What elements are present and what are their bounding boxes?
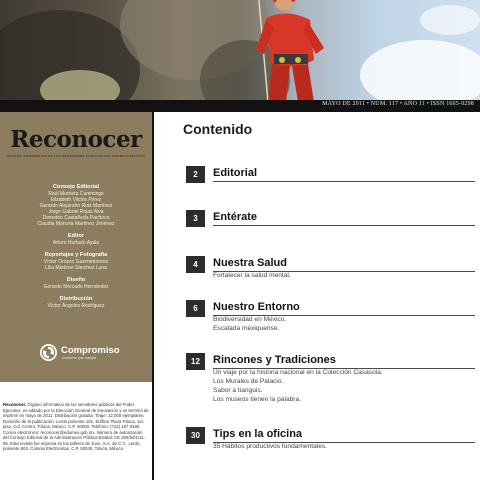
sidebar <box>0 112 152 382</box>
credit-name: Raúl Murrieta Cummings <box>48 191 104 197</box>
publication-text: Órgano informativo de los servidores públicos del Poder Ejecutivo, es editado por la Dirección General de Innovación y se terminó de imprimir en mayo de 2011. Distribución gratuita. Tiraje: 12,000 ejemplares. Domicilio de la publicación: Lerdo poniente 101, Edificio Plaza Toluca, 1er. piso, Col. Centro, Toluca, México. C.P. 50000. Teléfono: (722) 167 8180. Correo electrónico: reconocer@edomex.gob.mx. Número de autorización del Consejo Editorial de la Administración Pública Estatal: CE 209/5/01/11-05. Esta revista fue impresa en los talleres de Juno, S.A. de C.V., Lerdo poniente 804, Colonia Electricistas, C.P. 50040, Toluca, México. <box>3 402 149 451</box>
section-subtitle: Los museos tienen la palabra. <box>213 396 301 403</box>
column-divider <box>152 112 154 480</box>
compromiso-brand <box>40 343 150 365</box>
credit-heading: Distribución <box>59 296 93 302</box>
section-title: Rincones y Tradiciones <box>213 354 336 366</box>
publication-name: Reconocer. <box>3 402 27 407</box>
compromiso-tagline: Gobierno que cumple <box>62 356 97 360</box>
credit-name: Víctor Orozco Guerramoreno <box>43 259 109 265</box>
section-subtitles <box>213 368 383 404</box>
cover-photo <box>0 0 480 100</box>
climber-illustration <box>248 0 338 100</box>
section-subtitle: Los Murales de Palacio. <box>213 378 284 385</box>
credit-name: Gerardo Alejandro Ruiz Martínez <box>39 203 113 209</box>
issue-info: MAYO DE 2011 • NÚM. 117 • AÑO 11 • ISSN 1665-0298 <box>322 101 474 107</box>
section-title: Nuestra Salud <box>213 257 287 269</box>
issue-info-bar <box>0 100 480 112</box>
magazine-logo: Reconocer <box>10 126 142 153</box>
credit-heading: Editor <box>67 233 85 239</box>
page-number-box: 12 <box>186 353 205 370</box>
section-title: Entérate <box>213 211 258 223</box>
cloud-shape <box>420 5 480 35</box>
credit-name: Demetrio Castañeda Pacheco <box>42 215 110 221</box>
section-subtitles <box>213 315 286 333</box>
credit-name: Claudia Marcela Martínez Jiménez <box>37 221 115 227</box>
magazine-tagline: ÓRGANO INFORMATIVO DE LOS SERVIDORES PÚBLICOS DEL PODER EJECUTIVO <box>6 154 146 158</box>
credit-name: Víctor Ángeles Rodríguez <box>47 303 105 309</box>
section-title: Tips en la oficina <box>213 428 303 440</box>
page-number-box: 2 <box>186 166 205 183</box>
section-rule <box>213 181 475 182</box>
credit-name: Arturo Hurtado Ayala <box>52 240 100 246</box>
section-subtitle: Fortalecer la salud mental. <box>213 272 291 279</box>
section-title: Nuestro Entorno <box>213 301 300 313</box>
section-subtitle: Sabor a tianguis. <box>213 387 263 394</box>
publication-note <box>3 402 149 452</box>
compromiso-wordmark: Compromiso <box>61 345 120 356</box>
credit-heading: Consejo Editorial <box>53 184 99 190</box>
section-subtitle: 35 Hábitos productivos fundamentales. <box>213 443 327 450</box>
page-number-box: 6 <box>186 300 205 317</box>
page-number-box: 30 <box>186 427 205 444</box>
section-subtitle: Escalada mexiquense. <box>213 325 280 332</box>
credit-name: Gerardo Mercado Hernández <box>43 284 109 290</box>
credit-name: Jorge Gabriel Rojas Alva <box>48 209 104 215</box>
compromiso-swirl-icon <box>40 344 57 361</box>
page-number-box: 3 <box>186 210 205 227</box>
credit-name: Elizabeth Vilchis Pérez <box>50 197 102 203</box>
section-subtitle: Biodiversidad en México. <box>213 316 287 323</box>
credit-heading: Diseño <box>66 277 86 283</box>
section-subtitles <box>213 442 327 451</box>
credit-heading: Reportajes y Fotografía <box>44 252 108 258</box>
credit-name: Lilia Marlene Sánchez Luna <box>45 265 107 271</box>
section-rule <box>213 225 475 226</box>
page-number-box: 4 <box>186 256 205 273</box>
section-title: Editorial <box>213 167 258 179</box>
cloud-shape <box>360 40 480 100</box>
contents-title: Contenido <box>183 121 253 137</box>
credits-block <box>2 184 150 309</box>
section-subtitle: Un viaje por la historia nacional en la Colección Casasola. <box>213 369 383 376</box>
section-subtitles <box>213 271 291 280</box>
